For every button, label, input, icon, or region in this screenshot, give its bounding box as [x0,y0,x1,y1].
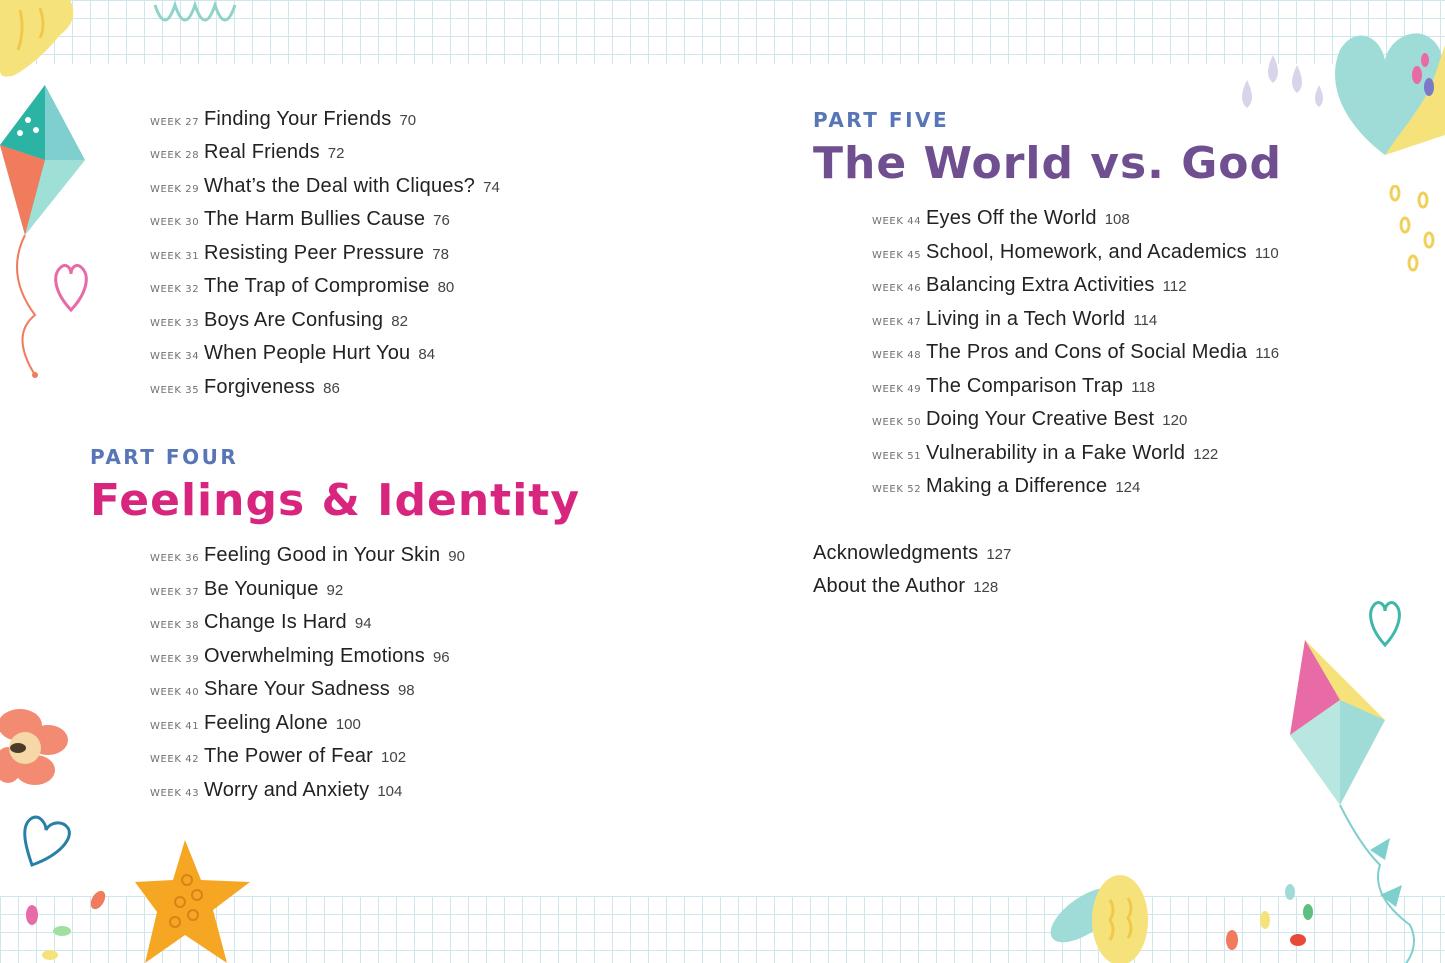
week-number: WEEK 41 [150,721,200,732]
entry-title: Share Your Sadness [204,678,390,700]
toc-entry[interactable] [872,308,1157,331]
heart-icon [20,810,78,870]
page-number: 118 [1131,379,1156,396]
page-number: 127 [986,546,1012,563]
page-number: 90 [448,548,465,565]
confetti-icon [1220,880,1330,963]
paint-splash-icon [0,0,90,80]
page-number: 74 [483,179,500,196]
week-number: WEEK 34 [150,351,200,362]
toc-entry[interactable] [872,375,1155,398]
entry-title: Boys Are Confusing [204,309,384,331]
toc-entry[interactable] [150,275,454,298]
week-number: WEEK 50 [872,417,922,428]
toc-entry[interactable] [150,208,450,231]
paint-splash-icon [1040,860,1180,963]
week-number: WEEK 35 [150,385,200,396]
star-icon [135,840,255,963]
entry-title: The Comparison Trap [926,375,1124,397]
flower-icon [0,700,80,795]
entry-title: The Trap of Compromise [204,275,430,297]
entry-title: The Power of Fear [204,745,374,767]
entry-title: About the Author [813,575,966,597]
page-number: 78 [432,246,449,263]
week-number: WEEK 48 [872,350,922,361]
toc-entry[interactable] [150,242,449,265]
page-number: 124 [1115,479,1141,496]
raindrop-icon [1235,50,1330,115]
toc-entry[interactable] [150,678,415,701]
toc-entry[interactable] [150,611,372,634]
page-number: 70 [399,112,417,129]
week-number: WEEK 29 [150,184,200,195]
toc-entry[interactable] [150,544,465,567]
entry-title: Making a Difference [926,475,1108,497]
toc-entry[interactable] [150,376,340,399]
week-number: WEEK 38 [150,620,200,631]
page-number: 120 [1162,412,1188,429]
toc-entry[interactable] [872,241,1279,264]
week-number: WEEK 27 [150,117,200,128]
toc-entry[interactable] [872,408,1187,431]
dots-icon [1385,185,1440,275]
kite-icon [0,85,95,385]
entry-title: Change Is Hard [204,611,347,633]
toc-entry[interactable] [150,309,408,332]
page-number: 92 [326,582,344,599]
page-number: 104 [377,783,403,800]
entry-title: Be Younique [204,578,319,600]
toc-entry-about-author[interactable] [813,575,998,598]
page-number: 112 [1162,278,1187,295]
week-number: WEEK 42 [150,754,200,765]
page-number: 72 [327,145,345,162]
page-number: 110 [1254,245,1279,262]
page-number: 80 [437,279,455,296]
toc-entry[interactable] [150,141,344,164]
week-number: WEEK 49 [872,384,922,395]
entry-title: Real Friends [204,141,320,163]
part-four-title: Feelings & Identity [90,475,581,526]
toc-entry[interactable] [872,475,1140,498]
page-number: 96 [432,649,450,666]
entry-title: Living in a Tech World [926,308,1126,330]
part-five-label: PART FIVE [813,108,950,132]
page-number: 102 [381,749,407,766]
week-number: WEEK 43 [150,788,200,799]
week-number: WEEK 47 [872,317,922,328]
week-number: WEEK 44 [872,216,922,227]
part-four-label: PART FOUR [90,445,239,469]
toc-entry[interactable] [150,342,435,365]
entry-title: Worry and Anxiety [204,779,370,801]
week-number: WEEK 33 [150,318,200,329]
page-number: 100 [335,716,361,733]
week-number: WEEK 45 [872,250,922,261]
heart-icon [1325,25,1445,160]
entry-title: Finding Your Friends [204,108,392,130]
week-number: WEEK 37 [150,587,200,598]
page-number: 108 [1104,211,1130,228]
squiggle-icon [150,0,240,40]
part-five-title: The World vs. God [813,138,1283,189]
entry-title: Balancing Extra Activities [926,274,1155,296]
entry-title: Forgiveness [204,376,316,398]
toc-entry[interactable] [150,712,361,735]
toc-entry[interactable] [872,442,1218,465]
entry-title: Resisting Peer Pressure [204,242,425,264]
entry-title: Overwhelming Emotions [204,645,425,667]
entry-title: Feeling Alone [204,712,328,734]
toc-entry[interactable] [150,745,406,768]
page-number: 114 [1133,312,1158,329]
page-number: 98 [397,682,415,699]
entry-title: Acknowledgments [813,542,979,564]
week-number: WEEK 52 [872,484,922,495]
entry-title: Vulnerability in a Fake World [926,442,1186,464]
entry-title: The Harm Bullies Cause [204,208,426,230]
toc-entry[interactable] [150,108,416,131]
page-number: 116 [1255,345,1280,362]
entry-title: When People Hurt You [204,342,411,364]
week-number: WEEK 32 [150,284,200,295]
week-number: WEEK 46 [872,283,922,294]
page-number: 86 [323,380,340,397]
toc-entry[interactable] [150,578,343,601]
week-number: WEEK 40 [150,687,200,698]
page-number: 82 [391,313,408,330]
page-number: 76 [433,212,450,229]
page-number: 94 [354,615,372,632]
week-number: WEEK 30 [150,217,200,228]
toc-entry[interactable] [872,341,1279,364]
toc-entry[interactable] [872,274,1187,297]
entry-title: Feeling Good in Your Skin [204,544,441,566]
page-number: 84 [418,346,436,363]
entry-title: The Pros and Cons of Social Media [926,341,1248,363]
week-number: WEEK 31 [150,251,200,262]
toc-entry-acknowledgments[interactable] [813,542,1011,565]
heart-icon [50,258,92,314]
entry-title: What’s the Deal with Cliques? [204,175,476,197]
week-number: WEEK 28 [150,150,200,161]
week-number: WEEK 39 [150,654,200,665]
page-number: 122 [1193,446,1219,463]
entry-title: Doing Your Creative Best [926,408,1155,430]
toc-entry[interactable] [872,207,1130,230]
toc-entry[interactable] [150,645,450,668]
confetti-icon [20,885,130,963]
week-number: WEEK 36 [150,553,200,564]
entry-title: Eyes Off the World [926,207,1097,229]
week-number: WEEK 51 [872,451,922,462]
entry-title: School, Homework, and Academics [926,241,1247,263]
toc-entry[interactable] [150,175,500,198]
toc-entry[interactable] [150,779,402,802]
page-number: 128 [973,579,999,596]
